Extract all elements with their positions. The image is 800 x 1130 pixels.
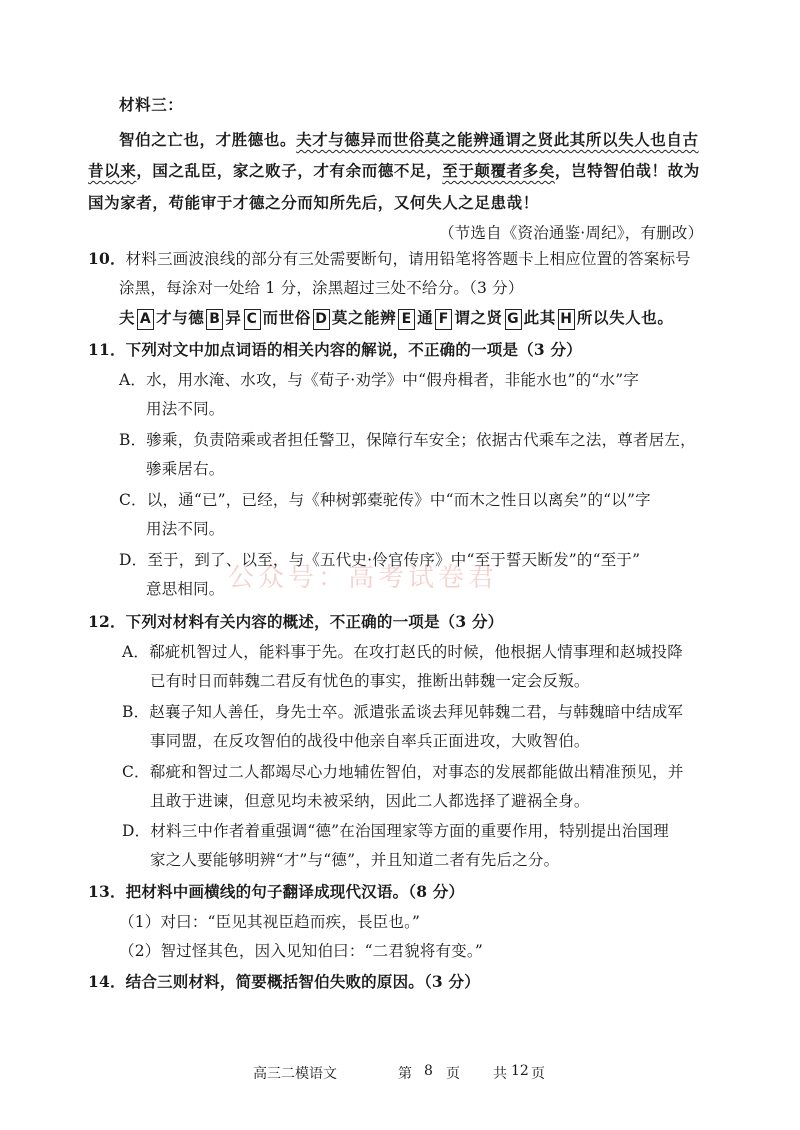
question-12-stem [88,611,503,633]
question-number: 12． [88,612,126,631]
sentence-segment: 通 [417,308,434,327]
break-option-c[interactable]: C [244,309,261,330]
question-number: 13． [88,882,126,901]
question-10-sentence-break-options [119,307,673,330]
question-13-sentence-1: （1）对曰：“臣见其视臣趋而疾，長臣也。” [119,913,421,931]
option-11-d-line-1[interactable]: D．至于，到了、以至，与《五代史·伶官传序》中“至于誓天断发”的“至于” [119,551,641,569]
question-13-sentence-2: （2）智过怪其色，因入见知伯曰：“二君貌将有变。” [119,942,483,960]
material-line-3: 国为家者，苟能审于才德之分而知所先后，又何失人之足患哉！ [88,193,539,212]
material-text: ，国之乱臣，家之败子，才有余而德不足， [136,161,443,180]
option-12-a-line-1[interactable]: A．郗疵机智过人，能料事于先。在攻打赵氏的时候，他根据人情事理和赵城投降 [122,643,683,661]
watermark: 公众号：高考试卷君 [228,563,499,593]
sentence-segment: 才与德 [156,308,205,327]
footer-total-label-2: 页 [531,1066,545,1082]
option-11-c-line-2: 用法不同。 [146,520,225,538]
footer-page-label-1: 第 [398,1066,412,1082]
sentence-segment: 莫之能辨 [331,308,397,327]
wavy-underlined-text: 夫才与德异而世俗莫之能辨通谓之贤此其所以失人也自古 [296,130,699,149]
question-stem: 材料三画波浪线的部分有三处需要断句，请用铅笔将答题卡上相应位置的答案标号 [125,250,691,268]
break-option-b[interactable]: B [206,309,223,330]
sentence-segment: 谓之贤 [454,308,503,327]
option-11-b-line-2: 骖乘居右。 [146,460,225,478]
footer-total-pages: 12 [511,1063,529,1079]
option-11-b-line-1[interactable]: B．骖乘，负责陪乘或者担任警卫，保障行车安全；依据古代乘车之法，尊者居左， [119,431,696,449]
footer-subject: 高三二模语文 [253,1066,337,1082]
footer-total-label-1: 共 [493,1066,507,1082]
option-12-b-line-2: 事同盟，在反攻智伯的战役中他亲自率兵正面进攻，大败智伯。 [150,732,590,750]
question-11-stem [88,339,582,361]
question-stem: 下列对文中加点词语的相关内容的解说，不正确的一项是（3 分） [125,340,582,359]
question-number: 11． [88,340,126,359]
question-13-stem [88,881,464,903]
option-12-b-line-1[interactable]: B．赵襄子知人善任，身先士卒。派遣张孟谈去拜见韩魏二君，与韩魏暗中结成军 [122,703,684,721]
question-14-stem [88,971,480,993]
question-number: 14． [88,972,126,991]
question-stem: 把材料中画横线的句子翻译成现代汉语。（8 分） [125,882,465,901]
break-option-h[interactable]: H [558,309,575,330]
option-12-a-line-2: 已有时日而韩魏二君反有忧色的事实，推断出韩魏一定会反叛。 [150,672,590,690]
material-line-1 [119,129,699,151]
option-11-a-line-2: 用法不同。 [146,400,225,418]
option-11-c-line-1[interactable]: C．以，通“已”，已经，与《种树郭橐驼传》中“而木之性日以离矣”的“以”字 [119,491,651,509]
question-stem: 下列对材料有关内容的概述，不正确的一项是（3 分） [125,612,504,631]
break-option-g[interactable]: G [505,309,522,330]
break-option-e[interactable]: E [398,309,415,330]
sentence-segment: 此其 [523,308,556,327]
material-line-2 [88,160,700,182]
option-11-a-line-1[interactable]: A．水，用水淹、水攻，与《荀子·劝学》中“假舟楫者，非能水也”的“水”字 [119,371,640,389]
sentence-segment: 而世俗 [262,308,311,327]
material-source: （节选自《资治通鉴·周纪》，有删改） [439,224,704,242]
sentence-segment: 异 [225,308,242,327]
question-number: 10． [88,249,126,268]
wavy-underlined-text: 至于颠覆者多矣 [442,161,555,180]
material-heading: 材料三： [119,95,184,114]
option-12-c-line-2: 且敢于进谏，但意见均未被采纳，因此二人都选择了避祸全身。 [150,792,590,810]
break-option-a[interactable]: A [137,309,154,330]
option-12-d-line-1[interactable]: D．材料三中作者着重强调“德”在治国理家等方面的重要作用，特别提出治国理 [122,822,669,840]
option-12-d-line-2: 家之人要能够明辨“才”与“德”，并且知道二者有先后之分。 [150,851,560,869]
option-11-d-line-2: 意思相同。 [146,580,225,598]
break-option-d[interactable]: D [313,309,330,330]
footer-page-number: 8 [424,1063,433,1079]
sentence-segment: 夫 [119,308,136,327]
material-text: 智伯之亡也，才胜德也。 [119,130,297,149]
question-10-line-2: 涂黑，每涂对一处给 1 分，涂黑超过三处不给分。（3 分） [119,279,524,297]
material-text: ，岂特智伯哉！故为 [554,161,700,180]
question-10-line-1 [88,248,691,270]
footer-page-label-2: 页 [446,1066,460,1082]
sentence-segment: 所以失人也。 [576,308,674,327]
wavy-underlined-text: 昔以来 [88,161,137,180]
break-option-f[interactable]: F [435,309,452,330]
option-12-c-line-1[interactable]: C．郗疵和智过二人都竭尽心力地辅佐智伯，对事态的发展都能做出精准预见，并 [122,763,684,781]
question-stem: 结合三则材料，简要概括智伯失败的原因。（3 分） [125,972,480,991]
